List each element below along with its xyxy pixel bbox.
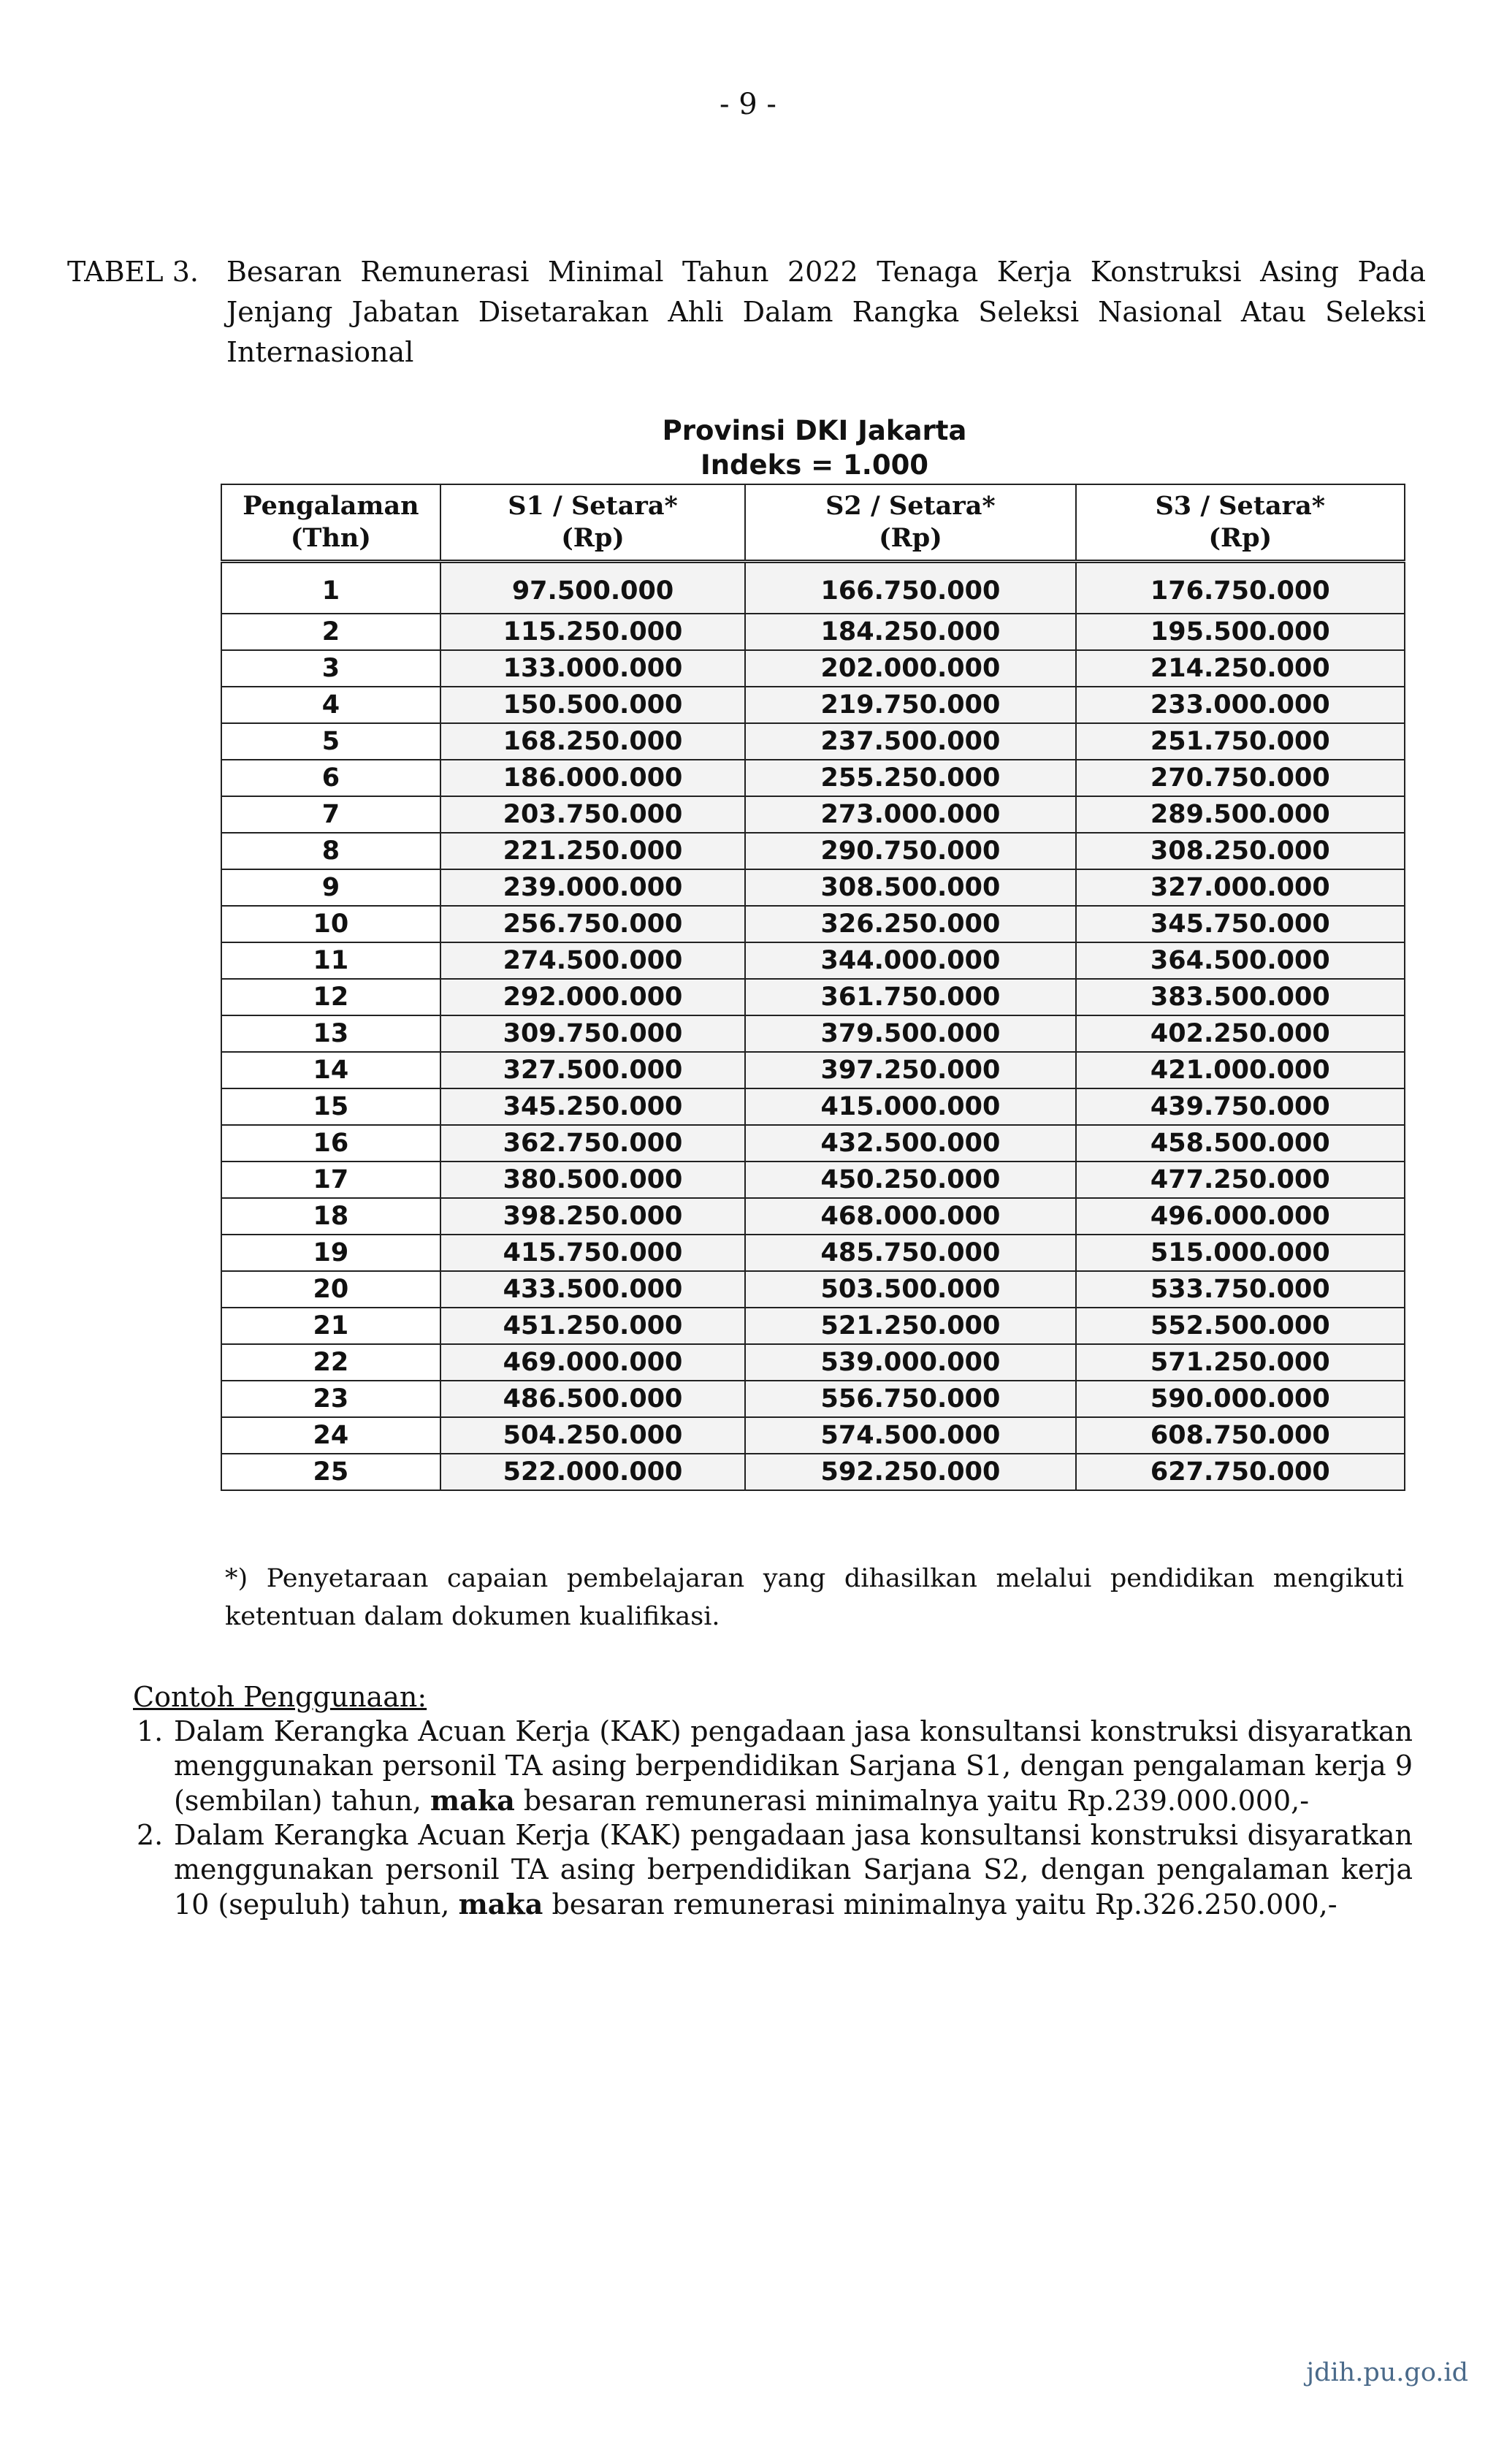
experience-cell: 14 xyxy=(221,1052,440,1088)
s1-cell: 469.000.000 xyxy=(440,1344,745,1381)
s2-cell: 344.000.000 xyxy=(745,942,1075,979)
s3-cell: 327.000.000 xyxy=(1076,869,1405,906)
experience-cell: 4 xyxy=(221,687,440,723)
s2-cell: 379.500.000 xyxy=(745,1015,1075,1052)
experience-cell: 10 xyxy=(221,906,440,942)
experience-cell: 19 xyxy=(221,1235,440,1271)
s2-cell: 237.500.000 xyxy=(745,723,1075,760)
s3-cell: 552.500.000 xyxy=(1076,1308,1405,1344)
s2-cell: 361.750.000 xyxy=(745,979,1075,1015)
s1-cell: 309.750.000 xyxy=(440,1015,745,1052)
page-number: - 9 - xyxy=(720,88,776,121)
header-s2: S2 / Setara* (Rp) xyxy=(745,484,1075,562)
usage-heading: Contoh Penggunaan: xyxy=(133,1681,427,1713)
s1-cell: 168.250.000 xyxy=(440,723,745,760)
s3-cell: 515.000.000 xyxy=(1076,1235,1405,1271)
remuneration-table xyxy=(221,484,1405,1491)
usage-item-number: 1. xyxy=(137,1715,164,1747)
s3-cell: 627.750.000 xyxy=(1076,1454,1405,1490)
s3-cell: 345.750.000 xyxy=(1076,906,1405,942)
experience-cell: 25 xyxy=(221,1454,440,1490)
experience-cell: 12 xyxy=(221,979,440,1015)
usage-item: 1. Dalam Kerangka Acuan Kerja (KAK) pengadaan jasa konsultansi konstruksi disyaratkan menggunakan personil TA asing berpendidikan Sarjana S1, dengan pengalaman kerja 9 (sembilan) tahun, maka besaran remunerasi minimalnya yaitu Rp.239.000.000,- xyxy=(137,1715,1413,1817)
s1-cell: 115.250.000 xyxy=(440,614,745,650)
table-row xyxy=(221,1088,1405,1125)
s2-cell: 485.750.000 xyxy=(745,1235,1075,1271)
experience-cell: 15 xyxy=(221,1088,440,1125)
table-row xyxy=(221,614,1405,650)
table-row xyxy=(221,687,1405,723)
s2-cell: 415.000.000 xyxy=(745,1088,1075,1125)
s3-cell: 439.750.000 xyxy=(1076,1088,1405,1125)
s3-cell: 421.000.000 xyxy=(1076,1052,1405,1088)
experience-cell: 2 xyxy=(221,614,440,650)
s3-cell: 533.750.000 xyxy=(1076,1271,1405,1308)
s1-cell: 380.500.000 xyxy=(440,1162,745,1198)
usage-section xyxy=(133,1680,1413,1922)
s1-cell: 433.500.000 xyxy=(440,1271,745,1308)
s3-cell: 195.500.000 xyxy=(1076,614,1405,650)
s3-cell: 308.250.000 xyxy=(1076,833,1405,869)
s2-cell: 521.250.000 xyxy=(745,1308,1075,1344)
table-caption-text: Besaran Remunerasi Minimal Tahun 2022 Tenaga Kerja Konstruksi Asing Pada Jenjang Jabatan Disetarakan Ahli Dalam Rangka Seleksi Nasional Atau Seleksi Internasional xyxy=(226,256,1426,368)
s1-cell: 256.750.000 xyxy=(440,906,745,942)
s3-cell: 477.250.000 xyxy=(1076,1162,1405,1198)
table-row xyxy=(221,942,1405,979)
s1-cell: 362.750.000 xyxy=(440,1125,745,1162)
s2-cell: 255.250.000 xyxy=(745,760,1075,796)
s2-cell: 450.250.000 xyxy=(745,1162,1075,1198)
usage-item-emphasis: maka xyxy=(458,1888,543,1921)
table-row xyxy=(221,1125,1405,1162)
table-row xyxy=(221,1015,1405,1052)
s3-cell: 289.500.000 xyxy=(1076,796,1405,833)
s2-cell: 556.750.000 xyxy=(745,1381,1075,1417)
table-row xyxy=(221,1235,1405,1271)
table-row xyxy=(221,1271,1405,1308)
experience-cell: 6 xyxy=(221,760,440,796)
usage-item-emphasis: maka xyxy=(430,1784,515,1817)
s2-cell: 219.750.000 xyxy=(745,687,1075,723)
s1-cell: 504.250.000 xyxy=(440,1417,745,1454)
table-row xyxy=(221,833,1405,869)
s3-cell: 270.750.000 xyxy=(1076,760,1405,796)
s2-cell: 592.250.000 xyxy=(745,1454,1075,1490)
experience-cell: 17 xyxy=(221,1162,440,1198)
s2-cell: 308.500.000 xyxy=(745,869,1075,906)
province-name: Provinsi DKI Jakarta xyxy=(662,415,967,446)
experience-cell: 20 xyxy=(221,1271,440,1308)
s2-cell: 432.500.000 xyxy=(745,1125,1075,1162)
s1-cell: 292.000.000 xyxy=(440,979,745,1015)
header-s3: S3 / Setara* (Rp) xyxy=(1076,484,1405,562)
s1-cell: 133.000.000 xyxy=(440,650,745,687)
s2-cell: 166.750.000 xyxy=(745,562,1075,614)
header-s1: S1 / Setara* (Rp) xyxy=(440,484,745,562)
s1-cell: 451.250.000 xyxy=(440,1308,745,1344)
s2-cell: 574.500.000 xyxy=(745,1417,1075,1454)
table-row xyxy=(221,650,1405,687)
s2-cell: 397.250.000 xyxy=(745,1052,1075,1088)
s2-cell: 468.000.000 xyxy=(745,1198,1075,1235)
experience-cell: 8 xyxy=(221,833,440,869)
table-body xyxy=(221,562,1405,1491)
table-row xyxy=(221,760,1405,796)
experience-cell: 1 xyxy=(221,562,440,614)
s2-cell: 503.500.000 xyxy=(745,1271,1075,1308)
s2-cell: 273.000.000 xyxy=(745,796,1075,833)
experience-cell: 5 xyxy=(221,723,440,760)
s3-cell: 590.000.000 xyxy=(1076,1381,1405,1417)
province-index: Indeks = 1.000 xyxy=(700,449,929,481)
s2-cell: 202.000.000 xyxy=(745,650,1075,687)
s1-cell: 522.000.000 xyxy=(440,1454,745,1490)
footnote: *) Penyetaraan capaian pembelajaran yang dihasilkan melalui pendidikan mengikuti ketentuan dalam dokumen kualifikasi. xyxy=(225,1564,1404,1631)
s3-cell: 496.000.000 xyxy=(1076,1198,1405,1235)
table-header-row xyxy=(221,484,1405,562)
experience-cell: 22 xyxy=(221,1344,440,1381)
table-row xyxy=(221,1417,1405,1454)
s3-cell: 571.250.000 xyxy=(1076,1344,1405,1381)
s3-cell: 251.750.000 xyxy=(1076,723,1405,760)
s3-cell: 233.000.000 xyxy=(1076,687,1405,723)
table-row xyxy=(221,906,1405,942)
experience-cell: 16 xyxy=(221,1125,440,1162)
s1-cell: 186.000.000 xyxy=(440,760,745,796)
s1-cell: 486.500.000 xyxy=(440,1381,745,1417)
s1-cell: 345.250.000 xyxy=(440,1088,745,1125)
table-row xyxy=(221,1162,1405,1198)
experience-cell: 13 xyxy=(221,1015,440,1052)
header-experience: Pengalaman (Thn) xyxy=(221,484,440,562)
s3-cell: 608.750.000 xyxy=(1076,1417,1405,1454)
s1-cell: 150.500.000 xyxy=(440,687,745,723)
table-row xyxy=(221,1381,1405,1417)
usage-list xyxy=(133,1714,1413,1922)
usage-item-number: 2. xyxy=(137,1819,164,1851)
table-row xyxy=(221,562,1405,614)
table-row xyxy=(221,1344,1405,1381)
s2-cell: 326.250.000 xyxy=(745,906,1075,942)
province-heading xyxy=(219,413,1410,482)
experience-cell: 9 xyxy=(221,869,440,906)
table-row xyxy=(221,979,1405,1015)
s1-cell: 221.250.000 xyxy=(440,833,745,869)
s2-cell: 290.750.000 xyxy=(745,833,1075,869)
experience-cell: 18 xyxy=(221,1198,440,1235)
s1-cell: 203.750.000 xyxy=(440,796,745,833)
table-row xyxy=(221,1198,1405,1235)
table-row xyxy=(221,869,1405,906)
experience-cell: 23 xyxy=(221,1381,440,1417)
s3-cell: 176.750.000 xyxy=(1076,562,1405,614)
site-watermark: jdih.pu.go.id xyxy=(1306,2358,1468,2387)
s2-cell: 539.000.000 xyxy=(745,1344,1075,1381)
s3-cell: 214.250.000 xyxy=(1076,650,1405,687)
s1-cell: 239.000.000 xyxy=(440,869,745,906)
s3-cell: 402.250.000 xyxy=(1076,1015,1405,1052)
table-caption xyxy=(67,252,1426,373)
table-row xyxy=(221,796,1405,833)
s1-cell: 398.250.000 xyxy=(440,1198,745,1235)
s1-cell: 415.750.000 xyxy=(440,1235,745,1271)
s3-cell: 383.500.000 xyxy=(1076,979,1405,1015)
table-row xyxy=(221,1308,1405,1344)
table-row xyxy=(221,1454,1405,1490)
table-row xyxy=(221,1052,1405,1088)
experience-cell: 11 xyxy=(221,942,440,979)
experience-cell: 3 xyxy=(221,650,440,687)
s1-cell: 274.500.000 xyxy=(440,942,745,979)
s3-cell: 458.500.000 xyxy=(1076,1125,1405,1162)
s1-cell: 97.500.000 xyxy=(440,562,745,614)
experience-cell: 7 xyxy=(221,796,440,833)
s3-cell: 364.500.000 xyxy=(1076,942,1405,979)
table-caption-tag: TABEL 3. xyxy=(67,256,199,288)
experience-cell: 24 xyxy=(221,1417,440,1454)
experience-cell: 21 xyxy=(221,1308,440,1344)
table-row xyxy=(221,723,1405,760)
s1-cell: 327.500.000 xyxy=(440,1052,745,1088)
usage-item: 2. Dalam Kerangka Acuan Kerja (KAK) pengadaan jasa konsultansi konstruksi disyaratkan menggunakan personil TA asing berpendidikan Sarjana S2, dengan pengalaman kerja 10 (sepuluh) tahun, maka besaran remunerasi minimalnya yaitu Rp.326.250.000,- xyxy=(137,1819,1413,1921)
s2-cell: 184.250.000 xyxy=(745,614,1075,650)
